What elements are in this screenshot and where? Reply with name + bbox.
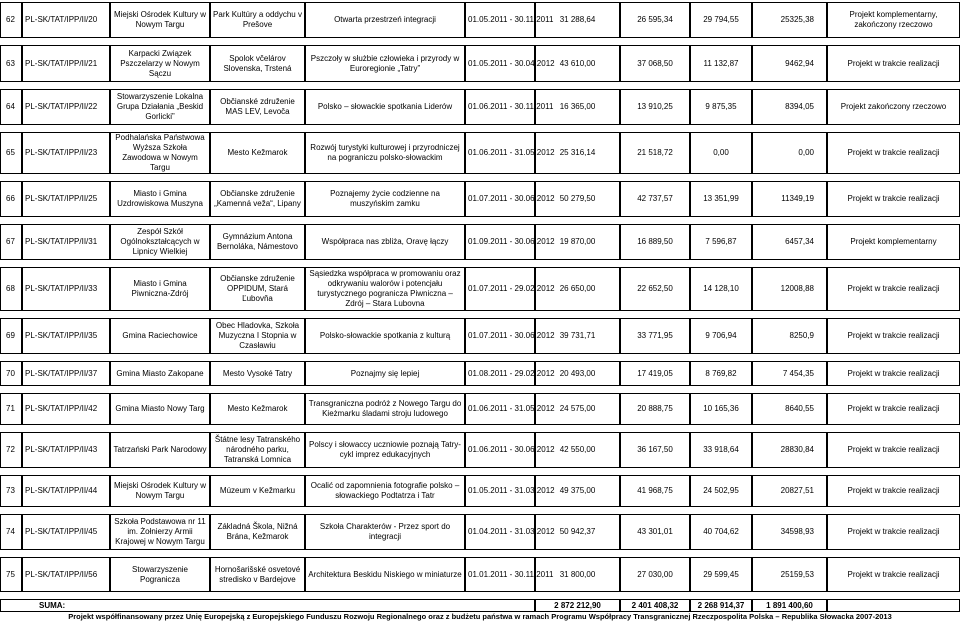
table-row	[0, 132, 960, 174]
cofinancing-footer: Projekt współfinansowany przez Unię Europejską z Europejskiego Funduszu Rozwoju Regionalnego oraz z budżetu państwa w ramach Programu Współpracy Transgranicznej Rzeczpospolita Polska – Republika Słowacka 2007-2013	[68, 612, 892, 621]
settled-value: 33 918,64	[690, 432, 752, 468]
row-number: 74	[0, 514, 22, 550]
table-row	[0, 267, 960, 311]
row-number: 66	[0, 181, 22, 217]
table-row	[0, 432, 960, 468]
project-title: Szkoła Charakterów - Przez sport do integracji	[305, 514, 465, 550]
project-dates: 01.05.2011 - 30.04.2012	[465, 45, 535, 82]
summary-v1: 2 872 212,90	[535, 599, 620, 612]
row-spacer	[0, 82, 960, 89]
polish-partner: Stowarzyszenie Pogranicza	[110, 557, 210, 592]
settled-erdf-value: 9462,94	[752, 45, 827, 82]
polish-partner: Zespół Szkół Ogólnokształcących w Lipnicy Wielkiej	[110, 224, 210, 260]
table-row	[0, 557, 960, 592]
row-number: 65	[0, 132, 22, 174]
row-number: 68	[0, 267, 22, 311]
slovak-partner: Mesto Vysoké Tatry	[210, 361, 305, 386]
settled-erdf-value: 0,00	[752, 132, 827, 174]
erdf-value: 37 068,50	[620, 45, 690, 82]
project-status: Projekt komplementarny	[827, 224, 960, 260]
slovak-partner: Mesto Kežmarok	[210, 132, 305, 174]
erdf-value: 43 301,01	[620, 514, 690, 550]
project-code: PL-SK/TAT/IPP/II/25	[22, 181, 110, 217]
project-dates: 01.09.2011 - 30.06.2012	[465, 224, 535, 260]
erdf-value: 41 968,75	[620, 475, 690, 507]
table-row	[0, 45, 960, 82]
total-value: 49 375,00	[535, 475, 620, 507]
total-value: 43 610,00	[535, 45, 620, 82]
project-status: Projekt w trakcie realizacji	[827, 132, 960, 174]
row-number: 62	[0, 2, 22, 38]
row-number: 64	[0, 89, 22, 125]
erdf-value: 20 888,75	[620, 393, 690, 425]
project-status: Projekt w trakcie realizacji	[827, 432, 960, 468]
polish-partner: Miasto i Gmina Uzdrowiskowa Muszyna	[110, 181, 210, 217]
row-spacer	[0, 468, 960, 475]
summary-label: SUMA:	[0, 599, 535, 612]
row-spacer	[0, 217, 960, 224]
project-dates: 01.06.2011 - 31.05.2012	[465, 132, 535, 174]
project-title: Poznajmy się lepiej	[305, 361, 465, 386]
project-status: Projekt w trakcie realizacji	[827, 181, 960, 217]
project-code: PL-SK/TAT/IPP/II/42	[22, 393, 110, 425]
project-code: PL-SK/TAT/IPP/II/23	[22, 132, 110, 174]
total-value: 25 316,14	[535, 132, 620, 174]
settled-erdf-value: 11349,19	[752, 181, 827, 217]
table-row	[0, 361, 960, 386]
erdf-value: 21 518,72	[620, 132, 690, 174]
project-dates: 01.01.2011 - 30.11.2011	[465, 557, 535, 592]
settled-erdf-value: 34598,93	[752, 514, 827, 550]
row-spacer	[0, 174, 960, 181]
project-dates: 01.07.2011 - 30.06.2012	[465, 181, 535, 217]
project-title: Polsko-słowackie spotkania z kulturą	[305, 318, 465, 354]
row-spacer	[0, 592, 960, 599]
project-code: PL-SK/TAT/IPP/II/44	[22, 475, 110, 507]
slovak-partner: Gymnázium Antona Bernoláka, Námestovo	[210, 224, 305, 260]
settled-value: 24 502,95	[690, 475, 752, 507]
total-value: 16 365,00	[535, 89, 620, 125]
polish-partner: Gmina Miasto Nowy Targ	[110, 393, 210, 425]
settled-value: 8 769,82	[690, 361, 752, 386]
settled-value: 9 875,35	[690, 89, 752, 125]
row-spacer	[0, 38, 960, 45]
settled-erdf-value: 25159,53	[752, 557, 827, 592]
slovak-partner: Základná Škola, Nižná Brána, Kežmarok	[210, 514, 305, 550]
project-title: Otwarta przestrzeń integracji	[305, 2, 465, 38]
total-value: 26 650,00	[535, 267, 620, 311]
total-value: 31 800,00	[535, 557, 620, 592]
total-value: 24 575,00	[535, 393, 620, 425]
settled-erdf-value: 6457,34	[752, 224, 827, 260]
total-value: 31 288,64	[535, 2, 620, 38]
settled-value: 29 794,55	[690, 2, 752, 38]
settled-erdf-value: 28830,84	[752, 432, 827, 468]
project-title: Ocalić od zapomnienia fotografie polsko – słowackiego Podtatrza i Tatr	[305, 475, 465, 507]
polish-partner: Tatrzański Park Narodowy	[110, 432, 210, 468]
row-number: 72	[0, 432, 22, 468]
project-code: PL-SK/TAT/IPP/II/33	[22, 267, 110, 311]
project-title: Pszczoły w służbie człowieka i przyrody w Euroregionie „Tatry”	[305, 45, 465, 82]
settled-value: 10 165,36	[690, 393, 752, 425]
settled-value: 29 599,45	[690, 557, 752, 592]
project-code: PL-SK/TAT/IPP/II/35	[22, 318, 110, 354]
row-spacer	[0, 354, 960, 361]
row-number: 67	[0, 224, 22, 260]
slovak-partner: Hornošarišské osvetové stredisko v Bardejove	[210, 557, 305, 592]
project-dates: 01.06.2011 - 30.06.2012	[465, 432, 535, 468]
erdf-value: 26 595,34	[620, 2, 690, 38]
erdf-value: 17 419,05	[620, 361, 690, 386]
row-spacer	[0, 311, 960, 318]
total-value: 50 942,37	[535, 514, 620, 550]
project-title: Architektura Beskidu Niskiego w miniaturze	[305, 557, 465, 592]
row-spacer	[0, 425, 960, 432]
row-number: 69	[0, 318, 22, 354]
erdf-value: 27 030,00	[620, 557, 690, 592]
project-code: PL-SK/TAT/IPP/II/20	[22, 2, 110, 38]
slovak-partner: Občianské združenie MAS LEV, Levoča	[210, 89, 305, 125]
settled-value: 0,00	[690, 132, 752, 174]
slovak-partner: Štátne lesy Tatranského národného parku, Tatranská Lomnica	[210, 432, 305, 468]
polish-partner: Szkoła Podstawowa nr 11 im. Żołnierzy Armii Krajowej w Nowym Targu	[110, 514, 210, 550]
project-title: Sąsiedzka współpraca w promowaniu oraz odkrywaniu walorów i potencjału turystycznego pogranicza Piwniczna – Zdrój – Stara Lubovna	[305, 267, 465, 311]
table-row	[0, 89, 960, 125]
slovak-partner: Múzeum v Kežmarku	[210, 475, 305, 507]
project-code: PL-SK/TAT/IPP/II/22	[22, 89, 110, 125]
summary-row	[0, 599, 960, 612]
slovak-partner: Park Kultúry a oddychu v Prešove	[210, 2, 305, 38]
project-status: Projekt w trakcie realizacji	[827, 318, 960, 354]
project-status: Projekt w trakcie realizacji	[827, 267, 960, 311]
polish-partner: Gmina Miasto Zakopane	[110, 361, 210, 386]
project-code: PL-SK/TAT/IPP/II/45	[22, 514, 110, 550]
polish-partner: Podhalańska Państwowa Wyższa Szkoła Zawodowa w Nowym Targu	[110, 132, 210, 174]
project-dates: 01.04.2011 - 31.03.2012	[465, 514, 535, 550]
total-value: 20 493,00	[535, 361, 620, 386]
settled-value: 9 706,94	[690, 318, 752, 354]
polish-partner: Miejski Ośrodek Kultury w Nowym Targu	[110, 475, 210, 507]
settled-erdf-value: 7 454,35	[752, 361, 827, 386]
row-number: 73	[0, 475, 22, 507]
summary-v4: 1 891 400,60	[752, 599, 827, 612]
slovak-partner: Spolok včelárov Slovenska, Trstená	[210, 45, 305, 82]
project-code: PL-SK/TAT/IPP/II/37	[22, 361, 110, 386]
slovak-partner: Obec Hladovka, Szkoła Muzyczna I Stopnia w Czasławiu	[210, 318, 305, 354]
total-value: 19 870,00	[535, 224, 620, 260]
summary-blank-cell	[827, 599, 960, 612]
erdf-value: 13 910,25	[620, 89, 690, 125]
project-title: Transgraniczna podróż z Nowego Targu do Kieżmarku śladami stroju ludowego	[305, 393, 465, 425]
project-dates: 01.05.2011 - 30.11.2011	[465, 2, 535, 38]
erdf-value: 22 652,50	[620, 267, 690, 311]
settled-value: 40 704,62	[690, 514, 752, 550]
project-code: PL-SK/TAT/IPP/II/43	[22, 432, 110, 468]
total-value: 42 550,00	[535, 432, 620, 468]
project-dates: 01.06.2011 - 31.05.2012	[465, 393, 535, 425]
project-status: Projekt komplementarny, zakończony rzeczowo	[827, 2, 960, 38]
row-spacer	[0, 550, 960, 557]
settled-value: 13 351,99	[690, 181, 752, 217]
settled-erdf-value: 8250,9	[752, 318, 827, 354]
project-title: Rozwój turystyki kulturowej i przyrodniczej na pograniczu polsko-słowackim	[305, 132, 465, 174]
slovak-partner: Občianske združenie OPPIDUM, Stará Ľubovňa	[210, 267, 305, 311]
table-row	[0, 318, 960, 354]
project-title: Współpraca nas zbliża, Oravę łączy	[305, 224, 465, 260]
polish-partner: Miejski Ośrodek Kultury w Nowym Targu	[110, 2, 210, 38]
table-row	[0, 181, 960, 217]
project-status: Projekt w trakcie realizacji	[827, 557, 960, 592]
settled-erdf-value: 20827,51	[752, 475, 827, 507]
row-number: 75	[0, 557, 22, 592]
row-spacer	[0, 125, 960, 132]
erdf-value: 16 889,50	[620, 224, 690, 260]
polish-partner: Miasto i Gmina Piwniczna-Zdrój	[110, 267, 210, 311]
polish-partner: Gmina Raciechowice	[110, 318, 210, 354]
project-dates: 01.06.2011 - 30.11.2011	[465, 89, 535, 125]
row-spacer	[0, 260, 960, 267]
projects-table-body	[0, 2, 960, 612]
row-spacer	[0, 386, 960, 393]
settled-value: 11 132,87	[690, 45, 752, 82]
table-row	[0, 224, 960, 260]
total-value: 39 731,71	[535, 318, 620, 354]
settled-erdf-value: 12008,88	[752, 267, 827, 311]
project-dates: 01.05.2011 - 31.03.2012	[465, 475, 535, 507]
project-code: PL-SK/TAT/IPP/II/21	[22, 45, 110, 82]
row-number: 63	[0, 45, 22, 82]
summary-v2: 2 401 408,32	[620, 599, 690, 612]
project-status: Projekt w trakcie realizacji	[827, 514, 960, 550]
settled-value: 14 128,10	[690, 267, 752, 311]
row-number: 70	[0, 361, 22, 386]
row-number: 71	[0, 393, 22, 425]
settled-erdf-value: 8640,55	[752, 393, 827, 425]
table-row	[0, 2, 960, 38]
table-row	[0, 393, 960, 425]
project-dates: 01.08.2011 - 29.02.2012	[465, 361, 535, 386]
erdf-value: 33 771,95	[620, 318, 690, 354]
project-status: Projekt w trakcie realizacji	[827, 361, 960, 386]
project-status: Projekt zakończony rzeczowo	[827, 89, 960, 125]
project-title: Poznajemy życie codzienne na muszyńskim zamku	[305, 181, 465, 217]
polish-partner: Karpacki Związek Pszczelarzy w Nowym Sączu	[110, 45, 210, 82]
table-row	[0, 475, 960, 507]
polish-partner: Stowarzyszenie Lokalna Grupa Działania „Beskid Gorlicki”	[110, 89, 210, 125]
summary-v3: 2 268 914,37	[690, 599, 752, 612]
projects-table	[0, 2, 960, 612]
settled-erdf-value: 8394,05	[752, 89, 827, 125]
slovak-partner: Mesto Kežmarok	[210, 393, 305, 425]
total-value: 50 279,50	[535, 181, 620, 217]
project-code: PL-SK/TAT/IPP/II/56	[22, 557, 110, 592]
slovak-partner: Občianske združenie „Kamenná veža“, Lipany	[210, 181, 305, 217]
settled-value: 7 596,87	[690, 224, 752, 260]
project-status: Projekt w trakcie realizacji	[827, 475, 960, 507]
project-status: Projekt w trakcie realizacji	[827, 393, 960, 425]
erdf-value: 36 167,50	[620, 432, 690, 468]
project-dates: 01.07.2011 - 29.02.2012	[465, 267, 535, 311]
project-title: Polscy i słowaccy uczniowie poznają Tatry-cykl imprez edukacyjnych	[305, 432, 465, 468]
project-status: Projekt w trakcie realizacji	[827, 45, 960, 82]
project-code: PL-SK/TAT/IPP/II/31	[22, 224, 110, 260]
project-title: Polsko – słowackie spotkania Liderów	[305, 89, 465, 125]
row-spacer	[0, 507, 960, 514]
settled-erdf-value: 25325,38	[752, 2, 827, 38]
erdf-value: 42 737,57	[620, 181, 690, 217]
project-dates: 01.07.2011 - 30.06.2012	[465, 318, 535, 354]
table-row	[0, 514, 960, 550]
